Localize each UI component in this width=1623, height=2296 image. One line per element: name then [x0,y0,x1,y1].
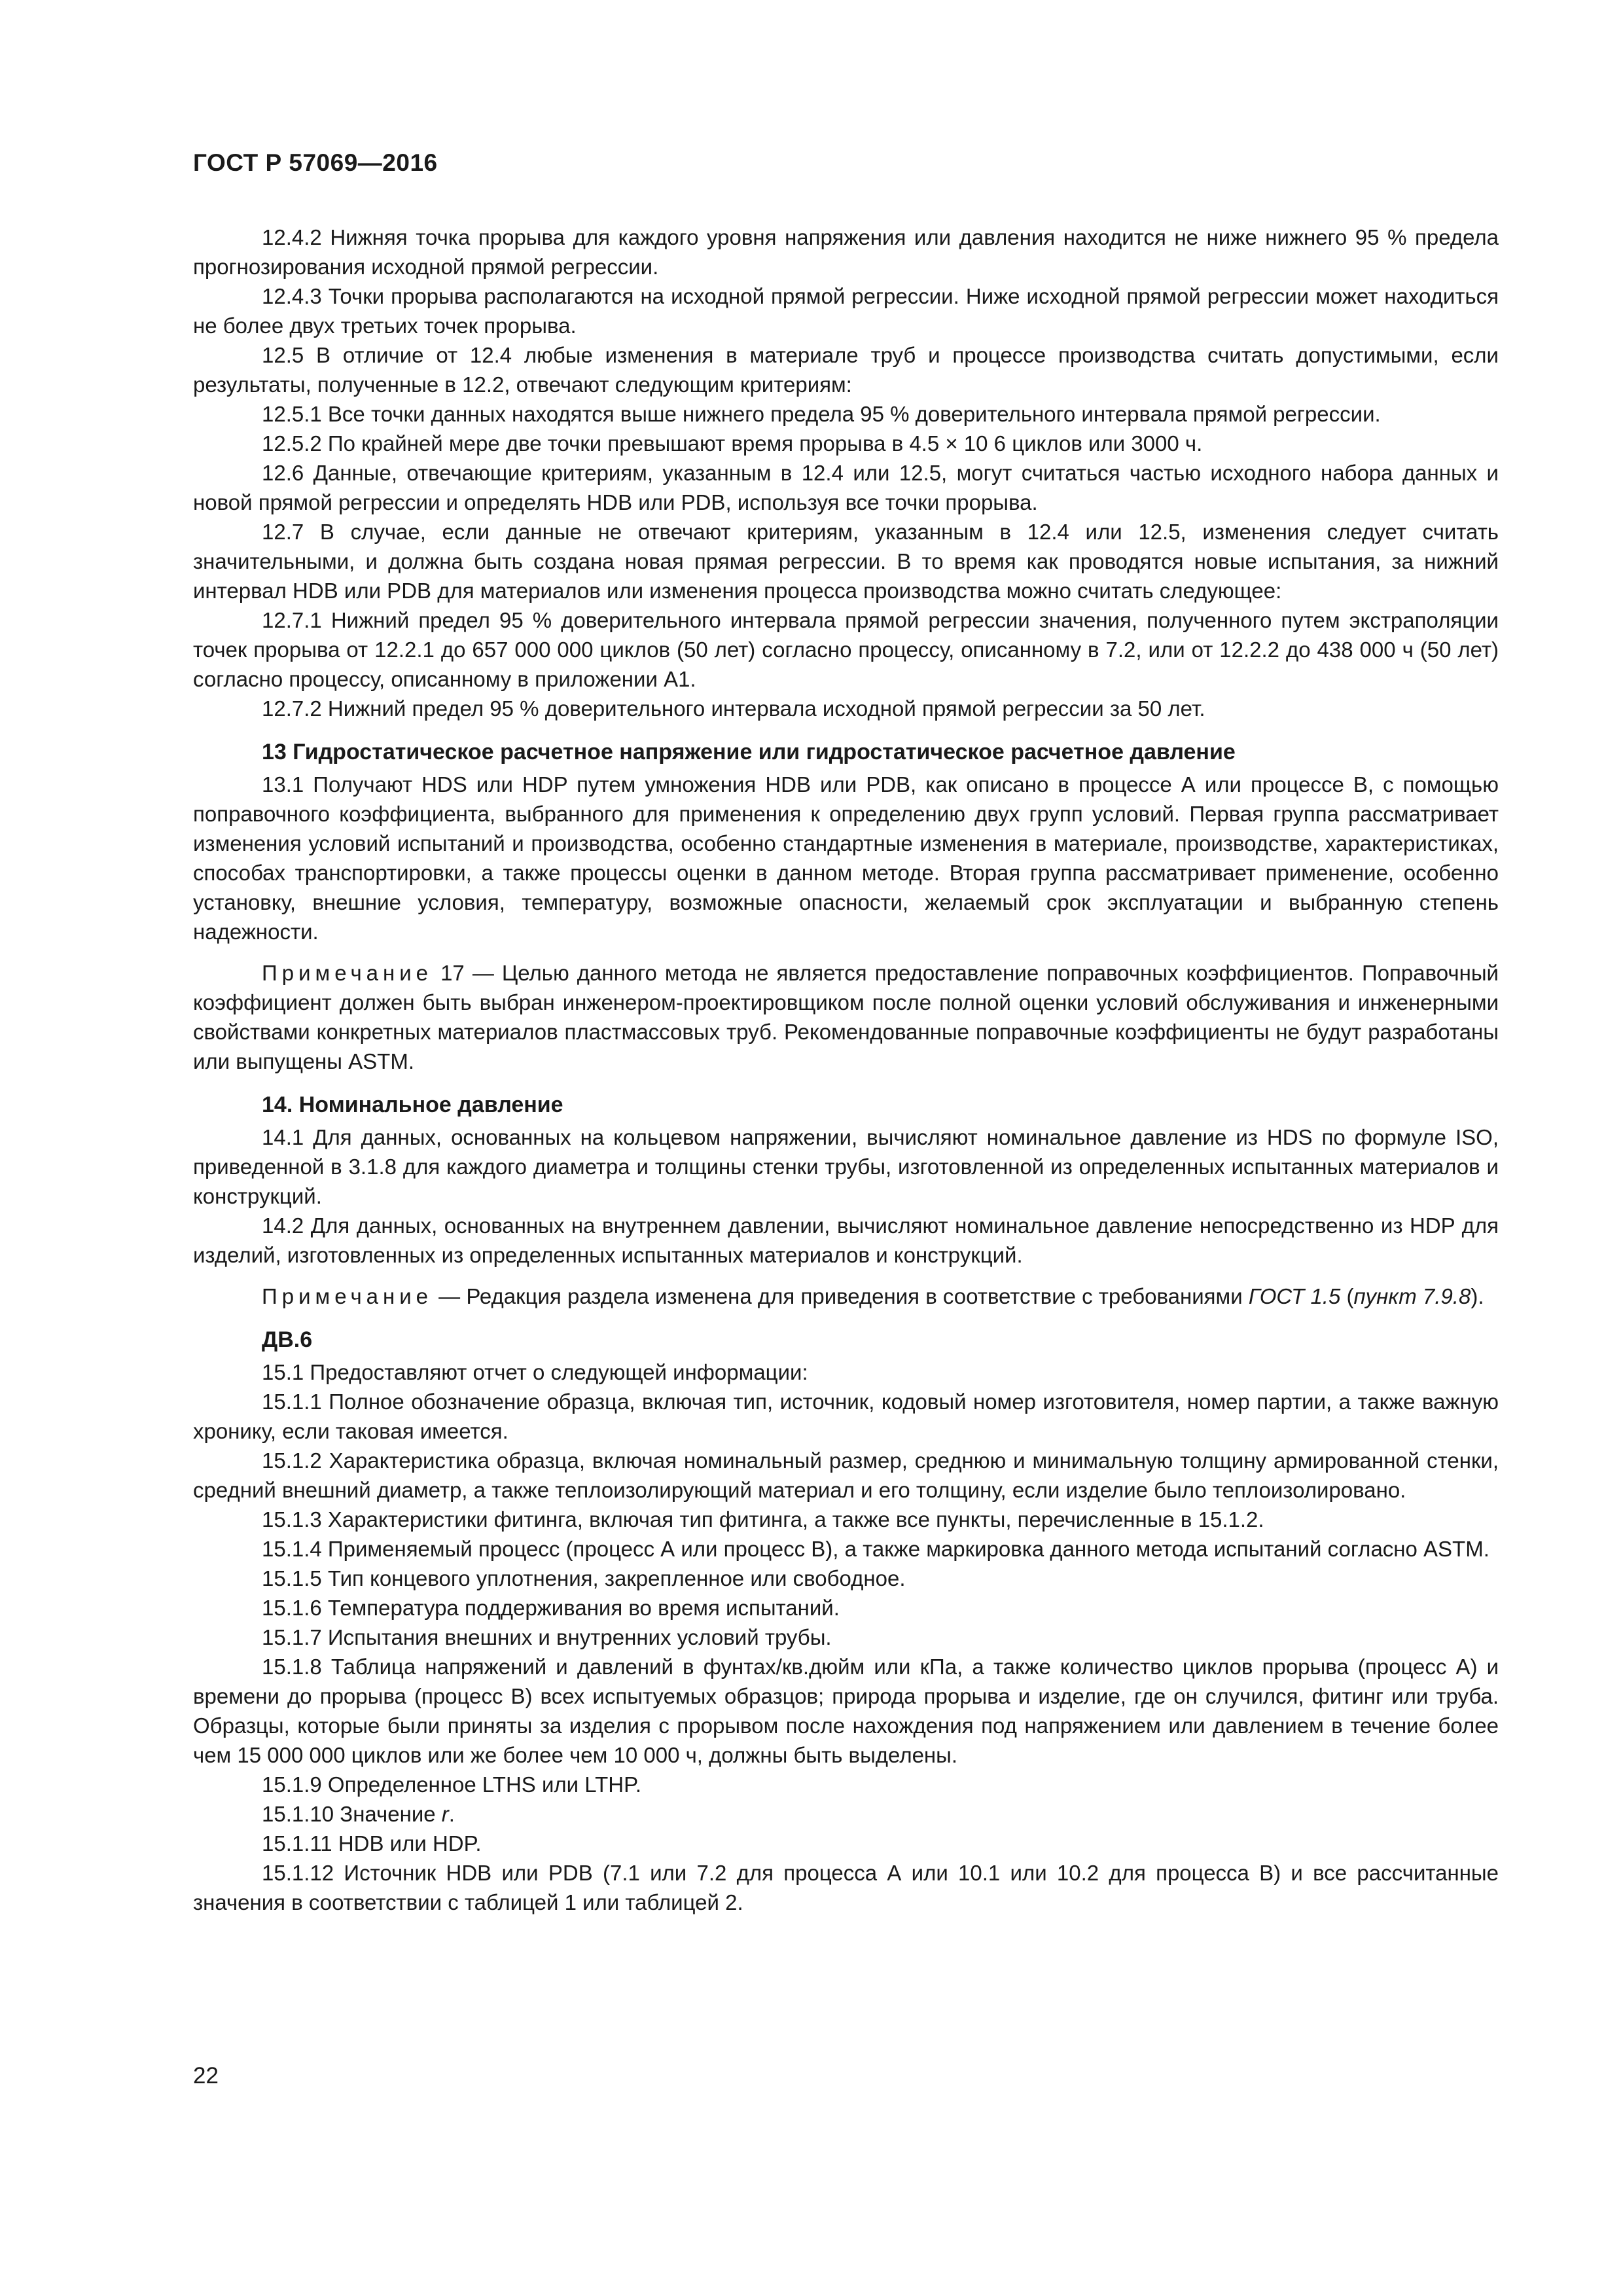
paragraph-12-7-1: 12.7.1 Нижний предел 95 % доверительного интервала прямой регрессии значения, полученного путем экстраполяции точек прорыва от 12.2.1 до 657 000 000 циклов (50 лет) согласно процессу, описанному в 7.2, или от 12.2.2 до 438 000 ч (50 лет) согласно процессу, описанному в приложении А1. [193,608,1499,691]
paragraph-12-5-2: 12.5.2 По крайней мере две точки превышают время прорыва в 4.5 × 10 6 циклов или 3000 ч. [262,431,1203,456]
paragraph-13-1: 13.1 Получают HDS или HDP путем умножения HDB или PDB, как описано в процессе А или процессе В, с помощью поправочного коэффициента, выбранного для применения к определению двух групп условий. Первая группа рассматривает изменения условий испытаний и производства, особенно стандартные изменения в материале, производстве, характеристиках, способах транспортировки, а также процессы оценки в данном методе. Вторая группа рассматривает применение, особенно установку, внешние условия, температуру, возможные опасности, желаемый срок эксплуатации и выбранную степень надежности. [193,772,1499,944]
paragraph-15-1-10-end: . [448,1802,455,1826]
section-13-heading: 13 Гидростатическое расчетное напряжение или гидростатическое расчетное давление [262,740,1236,764]
paragraph-12-7-2: 12.7.2 Нижний предел 95 % доверительного интервала исходной прямой регрессии за 50 лет. [262,696,1205,721]
note-editorial-text: — Редакция раздела изменена для приведения в соответствие с требованиями [433,1284,1249,1308]
note-17 [193,958,1499,1076]
note-editorial-open: ( [1346,1284,1354,1308]
paragraph-15-1-4: 15.1.4 Применяемый процесс (процесс А или процесс В), а также маркировка данного метода испытаний согласно ASTM. [262,1537,1489,1561]
section-14-heading: 14. Номинальное давление [262,1092,563,1117]
note-editorial-ref2: пункт 7.9.8 [1353,1284,1471,1308]
document-body [193,223,1499,1917]
paragraph-15-1-2: 15.1.2 Характеристика образца, включая номинальный размер, среднюю и минимальную толщину армированной стенки, средний внешний диаметр, а также теплоизолирующий материал и его толщину, если изделие было теплоизолировано. [193,1448,1499,1502]
paragraph-15-1-10 [193,1799,1499,1829]
paragraph-12-7: 12.7 В случае, если данные не отвечают критериям, указанным в 12.4 или 12.5, изменения следует считать значительными, и должна быть создана новая прямая регрессии. В то время как проводятся новые испытания, за нижний интервал HDB или PDB для материалов или изменения процесса производства можно считать следующее: [193,520,1499,603]
paragraph-15-1-10-symbol: r [441,1802,449,1826]
paragraph-15-1: 15.1 Предоставляют отчет о следующей информации: [262,1360,808,1384]
paragraph-15-1-3: 15.1.3 Характеристики фитинга, включая тип фитинга, а также все пункты, перечисленные в 15.1.2. [262,1507,1264,1532]
note-17-label: Примечание [262,961,433,985]
paragraph-15-1-11: 15.1.11 HDB или HDP. [262,1831,482,1856]
paragraph-15-1-6: 15.1.6 Температура поддерживания во время испытаний. [262,1596,840,1620]
paragraph-12-4-3: 12.4.3 Точки прорыва располагаются на исходной прямой регрессии. Ниже исходной прямой регрессии может находиться не более двух третьих точек прорыва. [193,284,1499,338]
note-17-text: 17 — Целью данного метода не является предоставление поправочных коэффициентов. Поправочный коэффициент должен быть выбран инженером-проектировщиком после полной оценки условий обслуживания и инженерными свойствами конкретных материалов пластмассовых труб. Рекомендованные поправочные коэффициенты не будут разработаны или выпущены ASTM. [193,961,1499,1073]
paragraph-14-1: 14.1 Для данных, основанных на кольцевом напряжении, вычисляют номинальное давление из HDS по формуле ISO, приведенной в 3.1.8 для каждого диаметра и толщины стенки трубы, изготовленной из определенных испытанных материалов и конструкций. [193,1125,1499,1208]
section-dv6-heading: ДВ.6 [262,1327,313,1352]
note-editorial-label: Примечание [262,1284,433,1308]
paragraph-15-1-7: 15.1.7 Испытания внешних и внутренних условий трубы. [262,1625,832,1649]
paragraph-12-6: 12.6 Данные, отвечающие критериям, указанным в 12.4 или 12.5, могут считаться частью исходного набора данных и новой прямой регрессии и определять HDB или PDB, используя все точки прорыва. [193,461,1499,514]
paragraph-15-1-9: 15.1.9 Определенное LTHS или LTHP. [262,1772,642,1797]
paragraph-15-1-10-text: 15.1.10 Значение [262,1802,442,1826]
document-header: ГОСТ Р 57069—2016 [193,149,438,176]
paragraph-14-2: 14.2 Для данных, основанных на внутреннем давлении, вычисляют номинальное давление непосредственно из HDP для изделий, изготовленных из определенных испытанных материалов и конструкций. [193,1213,1499,1267]
note-editorial-close: ). [1471,1284,1484,1308]
paragraph-12-4-2: 12.4.2 Нижняя точка прорыва для каждого уровня напряжения или давления находится не ниже нижнего 95 % предела прогнозирования исходной прямой регрессии. [193,225,1499,279]
paragraph-15-1-12: 15.1.12 Источник HDB или PDB (7.1 или 7.2 для процесса А или 10.1 или 10.2 для процесса В) и все рассчитанные значения в соответствии с таблицей 1 или таблицей 2. [193,1861,1499,1914]
paragraph-12-5: 12.5 В отличие от 12.4 любые изменения в материале труб и процессе производства считать допустимыми, если результаты, полученные в 12.2, отвечают следующим критериям: [193,343,1499,397]
note-editorial-ref: ГОСТ 1.5 [1248,1284,1341,1308]
paragraph-12-5-1: 12.5.1 Все точки данных находятся выше нижнего предела 95 % доверительного интервала прямой регрессии. [262,402,1381,426]
paragraph-15-1-8: 15.1.8 Таблица напряжений и давлений в фунтах/кв.дюйм или кПа, а также количество циклов прорыва (процесс А) и времени до прорыва (процесс В) всех испытуемых образцов; природа прорыва и изделие, где он случился, фитинг или труба. Образцы, которые были приняты за изделия с прорывом после нахождения под напряжением или давлением в течение более чем 15 000 000 циклов или же более чем 10 000 ч, должны быть выделены. [193,1655,1499,1767]
paragraph-15-1-5: 15.1.5 Тип концевого уплотнения, закрепленное или свободное. [262,1566,906,1590]
paragraph-15-1-1: 15.1.1 Полное обозначение образца, включая тип, источник, кодовый номер изготовителя, номер партии, а также важную хронику, если таковая имеется. [193,1390,1499,1443]
note-editorial [193,1282,1499,1311]
page-number: 22 [193,2063,219,2089]
